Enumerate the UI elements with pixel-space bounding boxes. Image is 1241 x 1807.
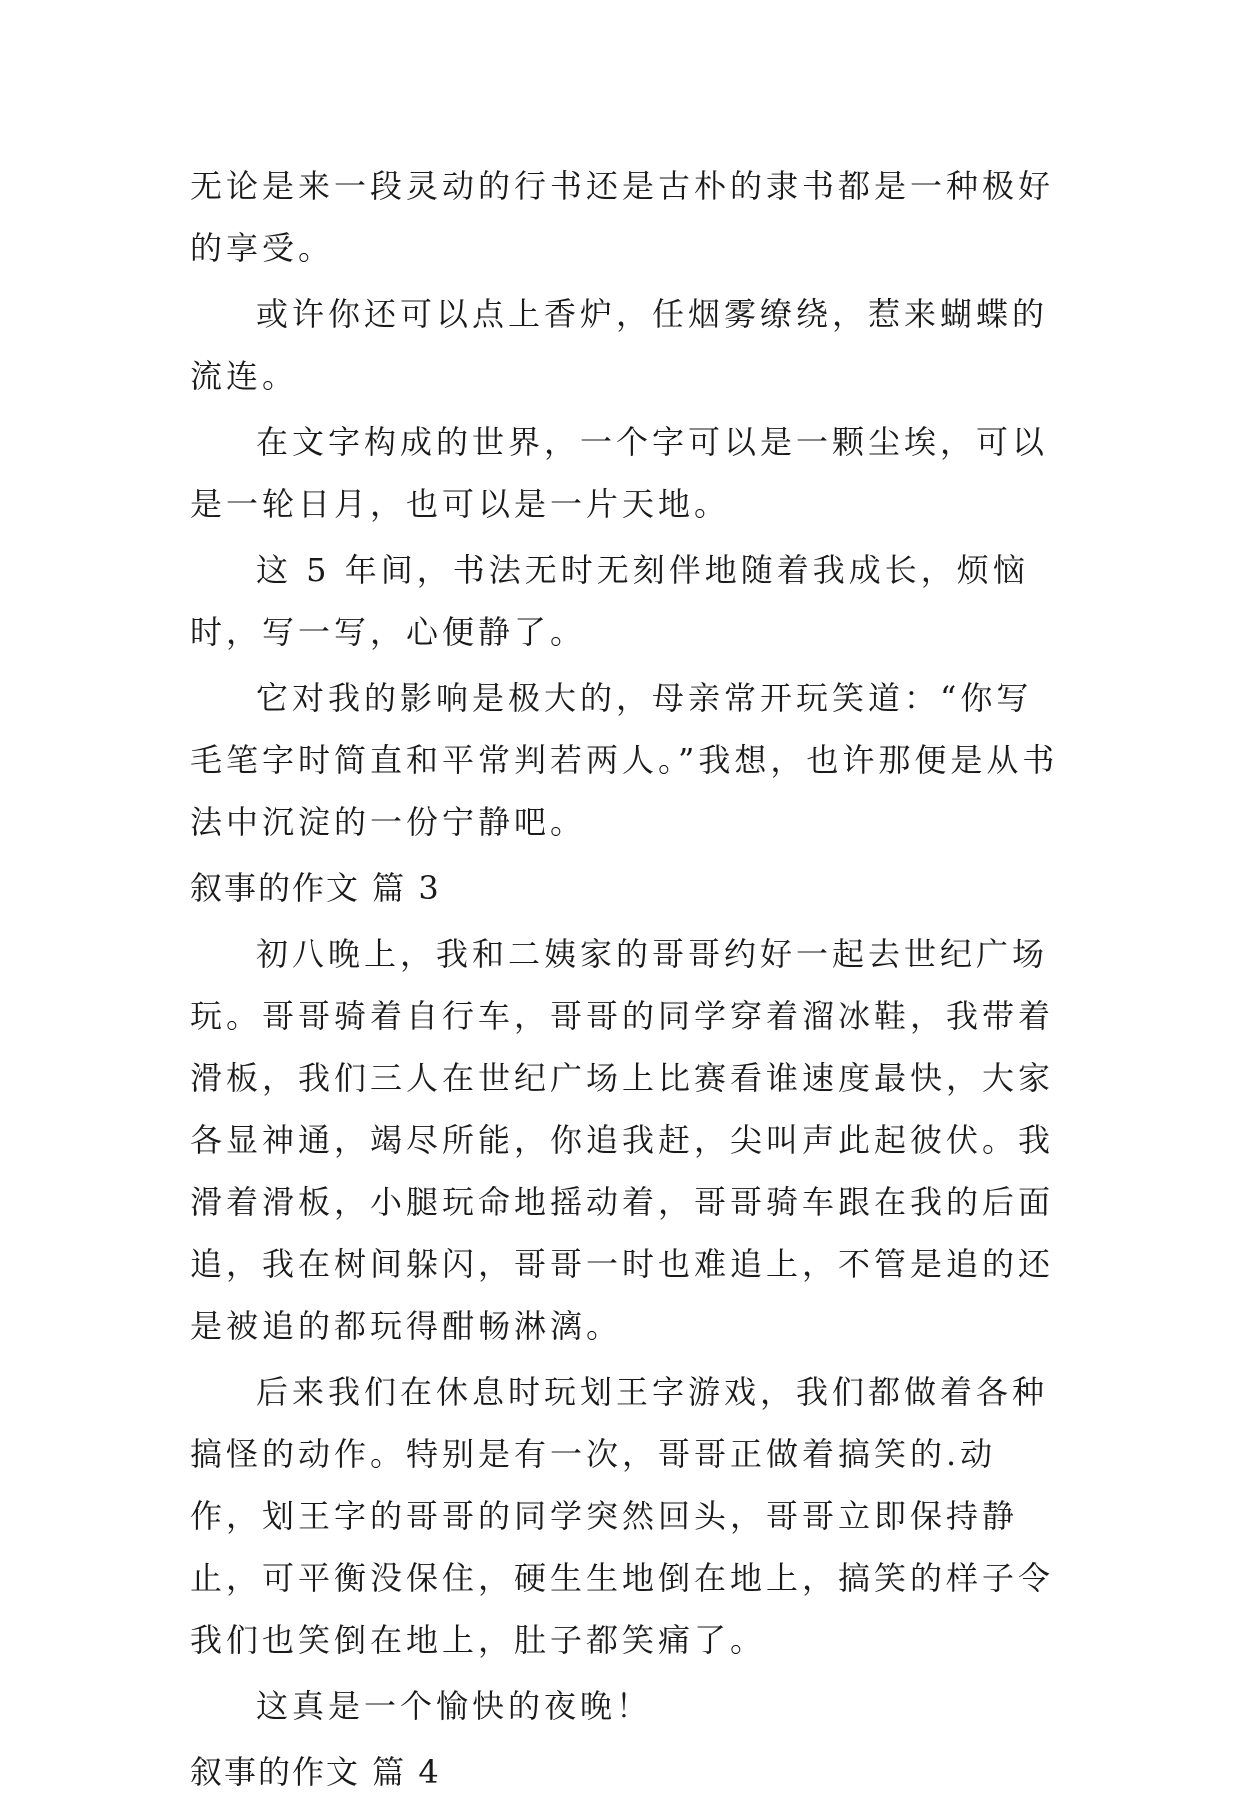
paragraph: 后来我们在休息时玩划王字游戏，我们都做着各种搞怪的动作。特别是有一次，哥哥正做着搞笑的.动作，划王字的哥哥的同学突然回头，哥哥立即保持静止，可平衡没保住，硬生生地倒在地上，搞笑的样子令我们也笑倒在地上，肚子都笑痛了。	[190, 1373, 1055, 1659]
paragraph: 或许你还可以点上香炉，任烟雾缭绕，惹来蝴蝶的流连。	[190, 295, 1049, 395]
document-body	[190, 155, 1060, 1807]
paragraph: 初八晚上，我和二姨家的哥哥约好一起去世纪广场玩。哥哥骑着自行车，哥哥的同学穿着溜冰鞋，我带着滑板，我们三人在世纪广场上比赛看谁速度最快，大家各显神通，竭尽所能，你追我赶，尖叫声此起彼伏。我滑着滑板，小腿玩命地摇动着，哥哥骑车跟在我的后面追，我在树间躲闪，哥哥一时也难追上，不管是追的还是被追的都玩得酣畅淋漓。	[190, 935, 1055, 1345]
section-heading: 叙事的作文 篇 4	[190, 1753, 441, 1791]
section-heading: 叙事的作文 篇 3	[190, 869, 441, 907]
paragraph: 在文字构成的世界，一个字可以是一颗尘埃，可以是一轮日月，也可以是一片天地。	[190, 423, 1049, 523]
paragraph: 它对我的影响是极大的，母亲常开玩笑道：“你写毛笔字时简直和平常判若两人。”我想，也许那便是从书法中沉淀的一份宁静吧。	[190, 679, 1059, 841]
paragraph: 这 5 年间，书法无时无刻伴地随着我成长，烦恼时，写一写，心便静了。	[190, 551, 1029, 651]
paragraph: 无论是来一段灵动的行书还是古朴的隶书都是一种极好的享受。	[190, 167, 1055, 267]
paragraph: 这真是一个愉快的夜晚！	[256, 1687, 653, 1725]
